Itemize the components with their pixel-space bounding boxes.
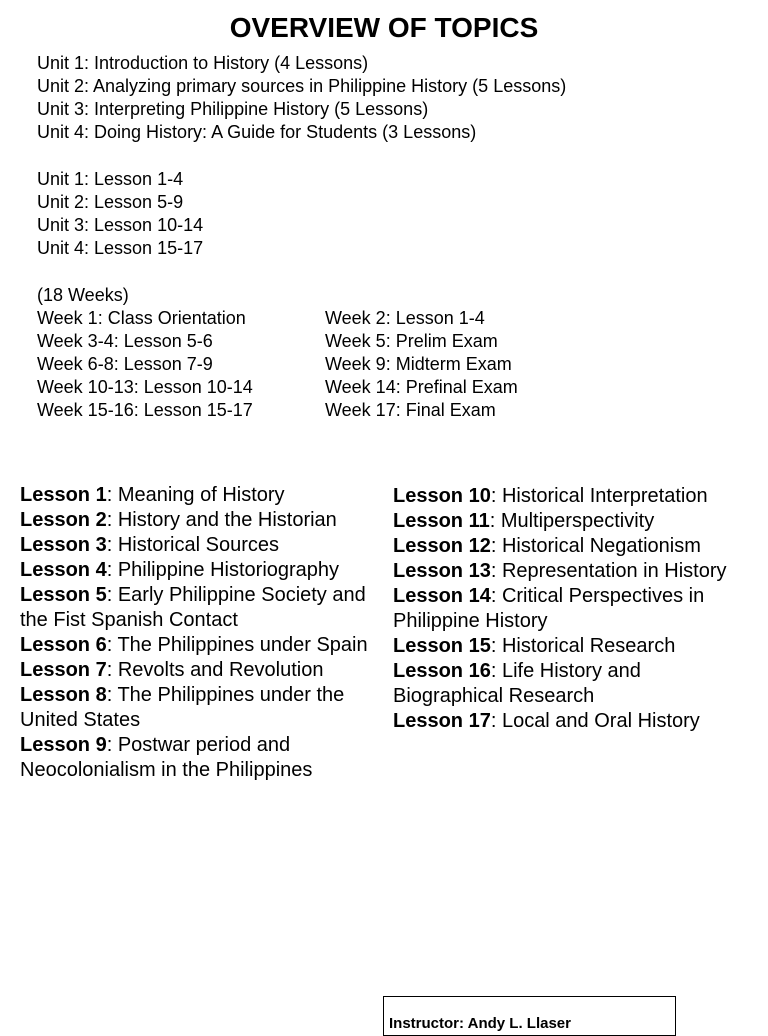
lesson-topic: : Representation in History (490, 560, 727, 582)
lesson-item (393, 584, 738, 634)
unit-range-item: Unit 2: Lesson 5-9 (37, 192, 184, 212)
lesson-label: Lesson 7 (20, 659, 107, 681)
lesson-label: Lesson 11 (393, 510, 490, 532)
lesson-item (20, 658, 370, 683)
lesson-topic: : Local and Oral History (490, 710, 700, 732)
lesson-topic: : Historical Sources (106, 534, 279, 556)
lesson-label: Lesson 13 (393, 560, 491, 582)
unit-item: Unit 2: Analyzing primary sources in Philippine History (5 Lessons) (37, 76, 567, 96)
lesson-item (393, 484, 738, 509)
lesson-label: Lesson 6 (20, 634, 107, 656)
lesson-topic: : Revolts and Revolution (106, 659, 324, 681)
lesson-label: Lesson 4 (20, 559, 107, 581)
lesson-topic: : The Philippines under Spain (106, 634, 368, 656)
lesson-topic: : Historical Negationism (490, 535, 701, 557)
lesson-topic: : Historical Research (490, 635, 676, 657)
week-item: Week 6-8: Lesson 7-9 (37, 354, 213, 374)
unit-ranges-list (37, 168, 203, 260)
lesson-label: Lesson 10 (393, 485, 491, 507)
unit-item: Unit 4: Doing History: A Guide for Students (3 Lessons) (37, 122, 477, 142)
lesson-item (393, 709, 738, 734)
units-list (37, 52, 566, 144)
lesson-label: Lesson 15 (393, 635, 491, 657)
lesson-topic: : Critical Perspectives in Philippine History (393, 585, 705, 632)
lesson-label: Lesson 8 (20, 684, 107, 706)
lesson-label: Lesson 9 (20, 734, 107, 756)
unit-range-item: Unit 1: Lesson 1-4 (37, 169, 184, 189)
lesson-label: Lesson 5 (20, 584, 107, 606)
lesson-item (393, 634, 738, 659)
unit-item: Unit 3: Interpreting Philippine History (5 Lessons) (37, 99, 429, 119)
lesson-label: Lesson 16 (393, 660, 491, 682)
lesson-topic: : Life History and Biographical Research (393, 660, 641, 707)
weeks-heading: (18 Weeks) (37, 285, 129, 305)
lesson-item (20, 533, 370, 558)
lesson-item (20, 508, 370, 533)
lesson-topic: : History and the Historian (106, 509, 337, 531)
lessons-list-right (393, 484, 738, 734)
week-item: Week 3-4: Lesson 5-6 (37, 331, 213, 351)
lesson-topic: : Postwar period and Neocolonialism in the Philippines (20, 734, 313, 781)
lesson-item (20, 483, 370, 508)
instructor-label: Instructor: Andy L. Llaser (389, 1015, 571, 1032)
lesson-topic: : Philippine Historiography (106, 559, 340, 581)
lesson-item (393, 659, 738, 709)
page-title: OVERVIEW OF TOPICS (229, 12, 539, 43)
week-item: Week 2: Lesson 1-4 (325, 308, 485, 328)
week-item: Week 10-13: Lesson 10-14 (37, 377, 253, 397)
week-item: Week 9: Midterm Exam (325, 354, 512, 374)
lesson-item (20, 733, 370, 783)
lesson-topic: : Early Philippine Society and the Fist Spanish Contact (20, 584, 366, 631)
unit-range-item: Unit 3: Lesson 10-14 (37, 215, 204, 235)
unit-item: Unit 1: Introduction to History (4 Lessons) (37, 53, 369, 73)
lesson-item (393, 534, 738, 559)
week-item: Week 14: Prefinal Exam (325, 377, 518, 397)
weeks-schedule-right (325, 307, 518, 422)
week-item: Week 17: Final Exam (325, 400, 496, 420)
lessons-list-left (20, 483, 370, 783)
lesson-topic: : The Philippines under the United States (20, 684, 345, 731)
lesson-topic: : Historical Interpretation (490, 485, 708, 507)
lesson-item (20, 633, 370, 658)
lesson-item (20, 683, 370, 733)
lesson-label: Lesson 1 (20, 484, 107, 506)
lesson-label: Lesson 2 (20, 509, 107, 531)
week-item: Week 1: Class Orientation (37, 308, 246, 328)
lesson-item (20, 558, 370, 583)
lesson-label: Lesson 17 (393, 710, 491, 732)
lesson-item (20, 583, 370, 633)
lesson-topic: : Meaning of History (106, 484, 285, 506)
week-item: Week 5: Prelim Exam (325, 331, 498, 351)
lesson-label: Lesson 3 (20, 534, 107, 556)
lesson-topic: : Multiperspectivity (489, 510, 655, 532)
instructor-box (383, 996, 676, 1036)
lesson-label: Lesson 12 (393, 535, 491, 557)
lesson-label: Lesson 14 (393, 585, 491, 607)
weeks-schedule-left (37, 307, 253, 422)
lesson-item (393, 559, 738, 584)
week-item: Week 15-16: Lesson 15-17 (37, 400, 253, 420)
unit-range-item: Unit 4: Lesson 15-17 (37, 238, 204, 258)
lesson-item (393, 509, 738, 534)
